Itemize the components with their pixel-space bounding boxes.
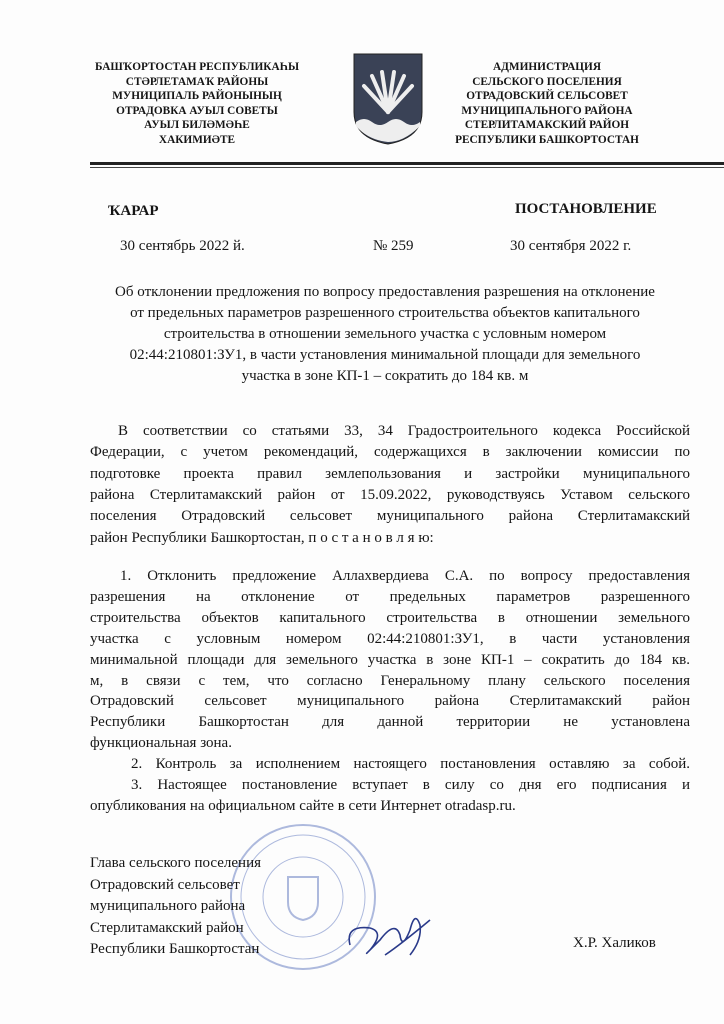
item-line: участка с условным номером 02:44:210801:ЗУ1, в части установления (90, 630, 690, 647)
title-line: участка в зоне КП-1 – сократить до 184 кв. м (241, 368, 529, 384)
preamble-line: района Стерлитамакский район от 15.09.2022, руководствуясь Уставом сельского (90, 486, 690, 503)
header-line: ХАКИМИӘТЕ (158, 133, 236, 146)
header-line: РЕСПУБЛИКИ БАШКОРТОСТАН (455, 133, 639, 146)
karar-heading: ҠАРАР (108, 203, 159, 219)
header-line: ОТРАДОВСКИЙ СЕЛЬСОВЕТ (466, 90, 628, 103)
item-line: 3. Настоящее постановление вступает в силу со дня его подписания и (131, 777, 690, 793)
signatory-position-line: муниципального района (90, 898, 246, 914)
date-bashkir: 30 сентябрь 2022 й. (120, 238, 245, 254)
preamble-line: поселения Отрадовский сельсовет муниципального района Стерлитамакский (90, 508, 690, 525)
coat-of-arms-emblem (352, 52, 424, 146)
header-line: АУЫЛ БИЛӘМӘҺЕ (144, 119, 250, 132)
preamble-line: Федерации, с учетом рекомендаций, содержащихся в заключении комиссии по (90, 444, 690, 461)
item-line: м, в связи с тем, что согласно Генеральному плану сельского поселения (90, 672, 690, 689)
document-number: № 259 (373, 238, 414, 254)
item-line: 2. Контроль за исполнением настоящего постановления оставляю за собой. (131, 756, 690, 773)
item-line: функциональная зона. (90, 735, 232, 752)
signatory-position-line: Глава сельского поселения (90, 855, 262, 871)
item-line: минимальной площади для земельного участка в зоне КП-1 – сократить до 184 кв. (90, 651, 690, 668)
header-line: АДМИНИСТРАЦИЯ (493, 61, 601, 73)
title-line: 02:44:210801:ЗУ1, в части установления минимальной площади для земельного (129, 347, 641, 363)
item-line: 1. Отклонить предложение Аллахвердиева С.А. по вопросу предоставления (120, 568, 690, 584)
header-bashkir (72, 60, 322, 148)
title-line: строительства в отношении земельного участка с условным номером (163, 326, 607, 342)
title-line: Об отклонении предложения по вопросу предоставления разрешения на отклонение (115, 284, 655, 300)
handwritten-signature (340, 900, 440, 970)
preamble-line: подготовке проекта правил землепользования и застройки муниципального (90, 465, 690, 482)
header-line: СТЕРЛИТАМАКСКИЙ РАЙОН (464, 119, 630, 132)
header-russian (422, 60, 672, 148)
item-line: строительства объектов капитального строительства в отношении земельного (90, 609, 690, 626)
preamble-line: В соответствии со статьями 33, 34 Градостроительного кодекса Российской (118, 423, 690, 439)
item-line: опубликования на официальном сайте в сети Интернет otradasp.ru. (90, 797, 516, 814)
signatory-position-line: Стерлитамакский район (90, 919, 244, 936)
item-line: Республики Башкортостан для данной территории не установлена (90, 714, 690, 731)
header-line: СЕЛЬСКОГО ПОСЕЛЕНИЯ (472, 75, 622, 88)
title-line: от предельных параметров разрешенного строительства объектов капитального (130, 305, 640, 321)
header-line: МУНИЦИПАЛЬ РАЙОНЫНЫҢ (112, 90, 282, 103)
header-line: МУНИЦИПАЛЬНОГО РАЙОНА (461, 104, 633, 117)
item-line: разрешения на отклонение от предельных параметров разрешенного (90, 588, 690, 605)
date-russian: 30 сентября 2022 г. (510, 238, 632, 254)
signatory-position-line: Республики Башкортостан (90, 941, 260, 957)
signatory-name: Х.Р. Халиков (573, 935, 656, 951)
header-line: БАШҠОРТОСТАН РЕСПУБЛИКАҺЫ (94, 61, 300, 73)
preamble-line: район Республики Башкортостан, п о с т а н о в л я ю: (90, 529, 434, 546)
postanovlenie-heading: ПОСТАНОВЛЕНИЕ (515, 201, 657, 217)
signatory-position-line: Отрадовский сельсовет (90, 876, 240, 893)
header-divider (90, 162, 724, 165)
header-line: ОТРАДОВКА АУЫЛ СОВЕТЫ (116, 104, 278, 117)
header-line: СТӘРЛЕТАМАҠ РАЙОНЫ (125, 75, 269, 88)
header-divider-thin (90, 167, 724, 168)
item-line: Отрадовский сельсовет муниципального района Стерлитамакский район (90, 693, 690, 710)
